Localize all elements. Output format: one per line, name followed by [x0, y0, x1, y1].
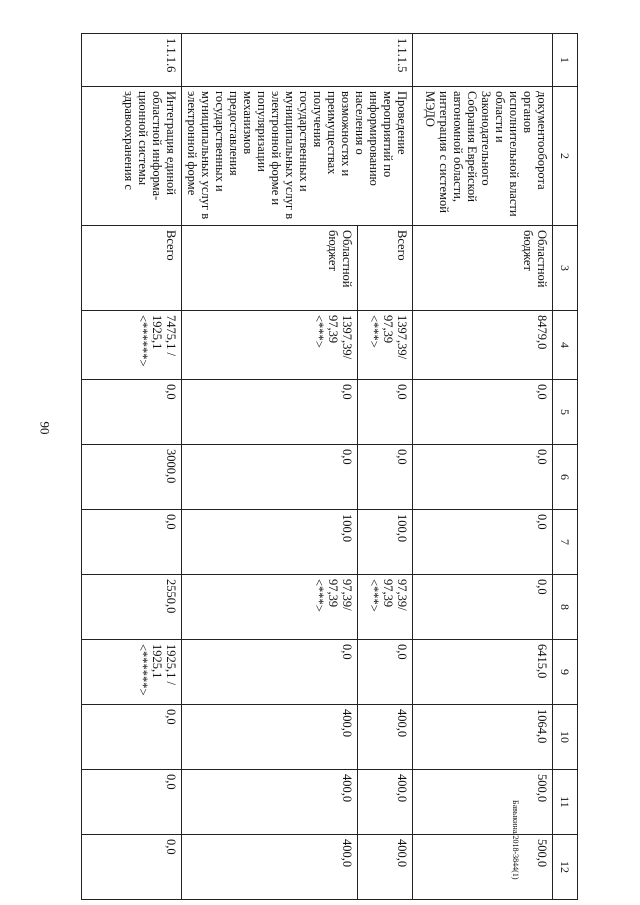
- cell-col5: 0,0: [182, 380, 358, 445]
- budget-table: [81, 33, 578, 900]
- col-header-8: 8: [553, 575, 578, 640]
- table-row: [413, 34, 553, 900]
- cell-col12: 0,0: [82, 835, 182, 900]
- cell-col11: 0,0: [82, 770, 182, 835]
- cell-col9: 0,0: [182, 640, 358, 705]
- cell-col10: 0,0: [82, 705, 182, 770]
- cell-col12: 400,0: [358, 835, 413, 900]
- row-name: Интеграция единой областной информа-ционной системы здравоохранения с: [82, 87, 182, 226]
- col-header-3: 3: [553, 226, 578, 311]
- col-header-7: 7: [553, 510, 578, 575]
- col-header-10: 10: [553, 705, 578, 770]
- cell-col8: 97,39/ 97,39 <***>: [182, 575, 358, 640]
- cell-col7: 100,0: [182, 510, 358, 575]
- cell-col8: 97,39/ 97,39 <***>: [358, 575, 413, 640]
- cell-col12: 400,0: [182, 835, 358, 900]
- cell-col11: 500,0: [413, 770, 553, 835]
- row-source: Всего: [358, 226, 413, 311]
- cell-col11: 400,0: [182, 770, 358, 835]
- cell-col4: 8479,0: [413, 311, 553, 380]
- cell-col7: 0,0: [82, 510, 182, 575]
- cell-col5: 0,0: [413, 380, 553, 445]
- cell-col6: 0,0: [182, 445, 358, 510]
- table-row: [82, 34, 182, 900]
- row-source: Областной бюджет: [182, 226, 358, 311]
- col-header-11: 11: [553, 770, 578, 835]
- document-stamp: Бавыкина/2018-3844(1): [511, 800, 520, 880]
- cell-col9: 6415,0: [413, 640, 553, 705]
- col-header-5: 5: [553, 380, 578, 445]
- cell-col7: 100,0: [358, 510, 413, 575]
- row-source: Областной бюджет: [413, 226, 553, 311]
- cell-col10: 400,0: [358, 705, 413, 770]
- row-name: документооборота органов исполнительной власти области и Законодательного Собрания Еврейской автономной области, интеграция с системой МЭДО: [413, 87, 553, 226]
- cell-col10: 400,0: [182, 705, 358, 770]
- page-number: 90: [37, 421, 53, 435]
- col-header-6: 6: [553, 445, 578, 510]
- cell-col6: 0,0: [358, 445, 413, 510]
- row-name: Проведение мероприятий по информированию населения о возможностях и преимуществах получения государственных и муниципальных услуг в электронной форме и популяризации механизмов предоставления государственных и муниципальных услуг в электронной форме: [182, 87, 413, 226]
- cell-col8: 0,0: [413, 575, 553, 640]
- cell-col4: 7475,1 / 1925,1 <******>: [82, 311, 182, 380]
- rotated-table-container: [108, 33, 578, 873]
- col-header-4: 4: [553, 311, 578, 380]
- table-row: [358, 34, 413, 900]
- row-source: Всего: [82, 226, 182, 311]
- cell-col9: 0,0: [358, 640, 413, 705]
- col-header-12: 12: [553, 835, 578, 900]
- cell-col6: 3000,0: [82, 445, 182, 510]
- col-header-2: 2: [553, 87, 578, 226]
- row-number: 1.1.1.5: [182, 34, 413, 87]
- cell-col6: 0,0: [413, 445, 553, 510]
- cell-col4: 1397,39/ 97,39 <***>: [358, 311, 413, 380]
- cell-col12: 500,0: [413, 835, 553, 900]
- cell-col4: 1397,39/ 97,39 <***>: [182, 311, 358, 380]
- row-number: [413, 34, 553, 87]
- cell-col8: 2550,0: [82, 575, 182, 640]
- cell-col7: 0,0: [413, 510, 553, 575]
- cell-col11: 400,0: [358, 770, 413, 835]
- header-row: [553, 34, 578, 900]
- row-number: 1.1.1.6: [82, 34, 182, 87]
- cell-col10: 1064,0: [413, 705, 553, 770]
- cell-col9: 1925,1 / 1925,1 <******>: [82, 640, 182, 705]
- cell-col5: 0,0: [82, 380, 182, 445]
- col-header-9: 9: [553, 640, 578, 705]
- cell-col5: 0,0: [358, 380, 413, 445]
- col-header-1: 1: [553, 34, 578, 87]
